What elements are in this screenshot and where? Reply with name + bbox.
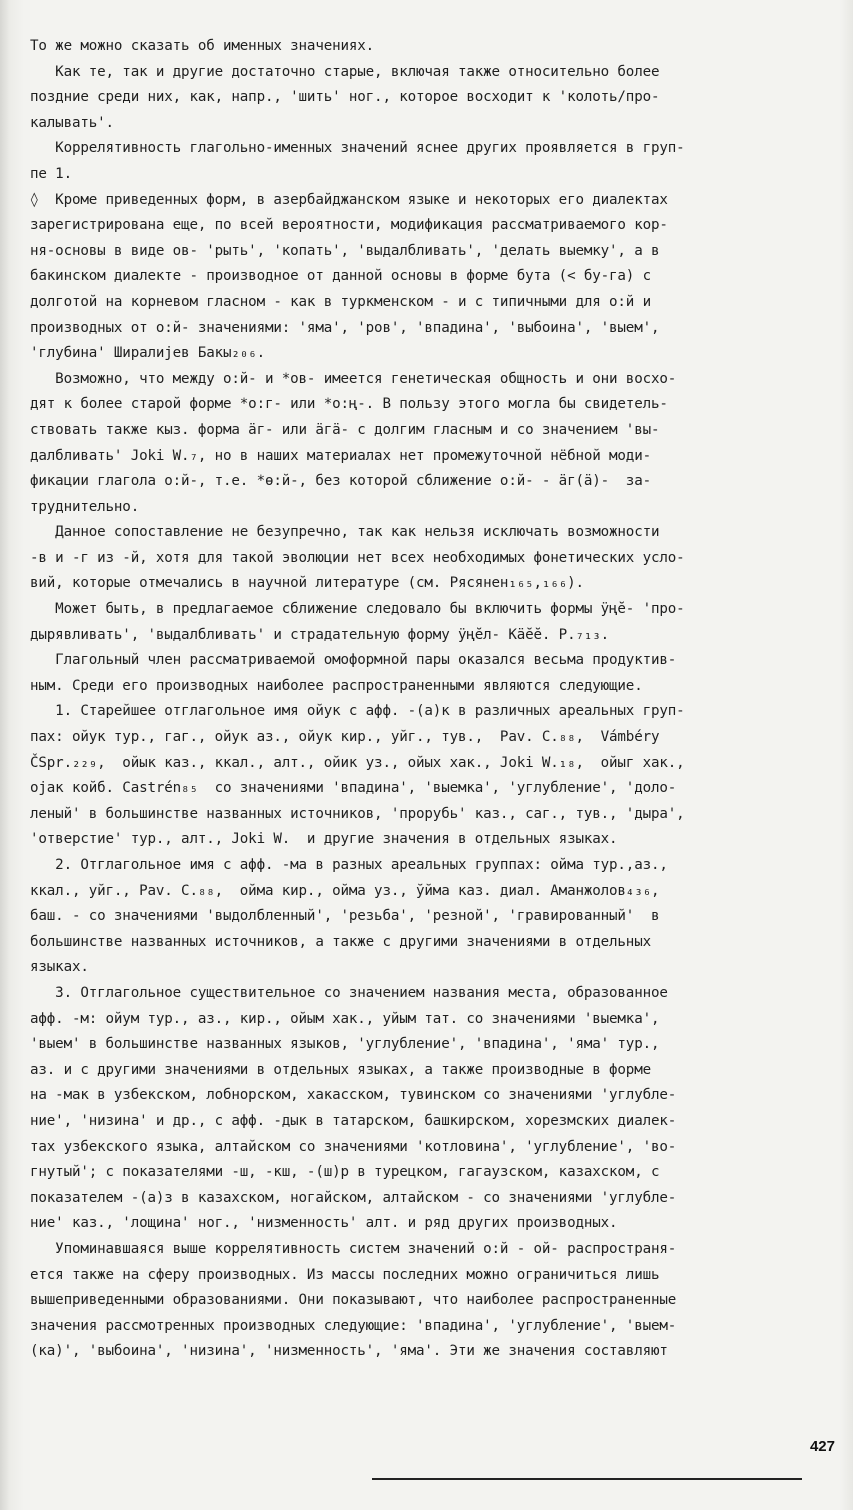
text-line: То же можно сказать об именных значениях.: [30, 38, 375, 54]
page-number: 427: [809, 1438, 835, 1455]
text-line: Как те, так и другие достаточно старые, включая также относительно более: [30, 63, 660, 80]
text-line: дят к более старой форме *о:г- или *о:ң-. В пользу этого могла бы свидетель-: [30, 396, 668, 413]
text-line: ным. Среди его производных наиболее распространенными являются следующие.: [30, 677, 643, 694]
text-line: 'отверстие' тур., алт., Joki W. и другие значения в отдельных языках.: [30, 831, 618, 848]
text-line: долготой на корневом гласном - как в туркменском - и с типичными для о:й и: [30, 293, 651, 310]
text-line: Возможно, что между о:й- и *ов- имеется генетическая общность и они восхо-: [30, 370, 677, 387]
text-line: 'выем' в большинстве названных языков, 'углубление', 'впадина', 'яма' тур.,: [30, 1036, 660, 1053]
text-line: вышеприведенными образованиями. Они показывают, что наиболее распространенные: [30, 1292, 677, 1309]
text-line: пах: ойук тур., гаг., ойук аз., ойук кир., уйг., тув., Pav. C.₈₈, Vámbéry: [30, 729, 660, 746]
text-line: ние', 'низина' и др., с афф. -дык в татарском, башкирском, хорезмских диалек-: [30, 1112, 677, 1129]
text-line: Коррелятивность глагольно-именных значений яснее других проявляется в груп-: [30, 140, 685, 157]
text-line: Может быть, в предлагаемое сближение следовало бы включить формы ӱңӗ- 'про-: [30, 601, 685, 618]
text-line: значения рассмотренных производных следующие: 'впадина', 'углубление', 'выем-: [30, 1317, 677, 1334]
text-line: 1. Старейшее отглагольное имя ойук с афф. -(а)к в различных ареальных груп-: [30, 703, 685, 720]
text-line: далбливать' Joki W.₇, но в наших материалах нет промежуточной нёбной моди-: [30, 447, 651, 464]
text-line: большинстве названных источников, а также с другими значениями в отдельных: [30, 933, 651, 950]
footer-rule: [372, 1478, 802, 1480]
text-line: 'глубина' Ширалиjев Бакы₂₀₆.: [30, 345, 265, 362]
text-line: пе 1.: [30, 165, 72, 182]
text-line: ня-основы в виде ов- 'рыть', 'копать', 'выдалбливать', 'делать выемку', а в: [30, 242, 660, 259]
text-line: баш. - со значениями 'выдолбленный', 'резьба', 'резной', 'гравированный' в: [30, 908, 660, 925]
text-line: ккал., уйг., Pav. C.₈₈, ойма кир., ойма уз., ўйма каз. диал. Аманжолов₄₃₆,: [30, 882, 660, 899]
text-line: аз. и с другими значениями в отдельных языках, а также производные в форме: [30, 1061, 651, 1078]
text-line: тах узбекского языка, алтайском со значениями 'котловина', 'углубление', 'во-: [30, 1138, 677, 1155]
text-line: вий, которые отмечались в научной литературе (см. Рясянен₁₆₅,₁₆₆).: [30, 575, 584, 592]
text-line: ◊ Кроме приведенных форм, в азербайджанском языке и некоторых его диалектах: [30, 191, 668, 208]
text-line: ствовать также кыз. форма ӓг- или ӓгӓ- с долгим гласным и со значением 'вы-: [30, 421, 660, 438]
text-line: языках.: [30, 959, 89, 976]
text-line: афф. -м: ойум тур., аз., кир., ойым хак., уйым тат. со значениями 'выемка',: [30, 1010, 660, 1027]
text-line: калывать'.: [30, 114, 114, 131]
text-line: ется также на сферу производных. Из массы последних можно ограничиться лишь: [30, 1266, 660, 1283]
text-line: дырявливать', 'выдалбливать' и страдательную форму ӱңӗл- Кӓӗӗ. Р.₇₁₃.: [30, 626, 610, 643]
text-line: ние' каз., 'лощина' ног., 'низменность' алт. и ряд других производных.: [30, 1215, 618, 1232]
text-line: Упоминавшаяся выше коррелятивность систем значений о:й - ой- распространя-: [30, 1240, 677, 1257]
text-line: гнутый'; с показателями -ш, -кш, -(ш)р в турецком, гагаузском, казахском, с: [30, 1164, 660, 1181]
text-line: Данное сопоставление не безупречно, так как нельзя исключать возможности: [30, 524, 660, 541]
text-line: труднительно.: [30, 498, 140, 515]
text-line: леный' в большинстве названных источников, 'прорубь' каз., саг., тув., 'дыра',: [30, 805, 685, 822]
text-line: на -мак в узбекском, лобнорском, хакасском, тувинском со значениями 'углубле-: [30, 1087, 677, 1104]
text-line: 2. Отглагольное имя с афф. -ма в разных ареальных группах: ойма тур.,аз.,: [30, 857, 668, 873]
text-line: Глагольный член рассматриваемой омоформной пары оказался весьма продуктив-: [30, 652, 677, 669]
text-line: фикации глагола о:й-, т.е. *ө:й-, без которой сближение о:й- - ӓг(ӓ)- за-: [30, 473, 651, 490]
text-line: показателем -(а)з в казахском, ногайском, алтайском - со значениями 'углубле-: [30, 1189, 677, 1206]
text-line: (ка)', 'выбоина', 'низина', 'низменность', 'яма'. Эти же значения составляют: [30, 1343, 668, 1360]
text-line: поздние среди них, как, напр., 'шить' ног., которое восходит к 'колоть/про-: [30, 89, 660, 106]
text-line: бакинском диалекте - производное от данной основы в форме бута (< бу-га) с: [30, 268, 651, 285]
text-line: ČSpr.₂₂₉, ойык каз., ккал., алт., ойик уз., ойых хак., Joki W.₁₈, ойыг хак.,: [30, 754, 685, 771]
text-line: -в и -г из -й, хотя для такой эволюции нет всех необходимых фонетических усло-: [30, 549, 685, 566]
text-line: 3. Отглагольное существительное со значением названия места, образованное: [30, 984, 668, 1001]
body-text: [30, 34, 830, 1365]
text-line: ојак койб. Castrén₈₅ со значениями 'впадина', 'выемка', 'углубление', 'доло-: [30, 780, 677, 797]
text-line: зарегистрирована еще, по всей вероятности, модификация рассматриваемого кор-: [30, 217, 668, 234]
text-line: производных от о:й- значениями: 'яма', 'ров', 'впадина', 'выбоина', 'выем',: [30, 319, 660, 336]
